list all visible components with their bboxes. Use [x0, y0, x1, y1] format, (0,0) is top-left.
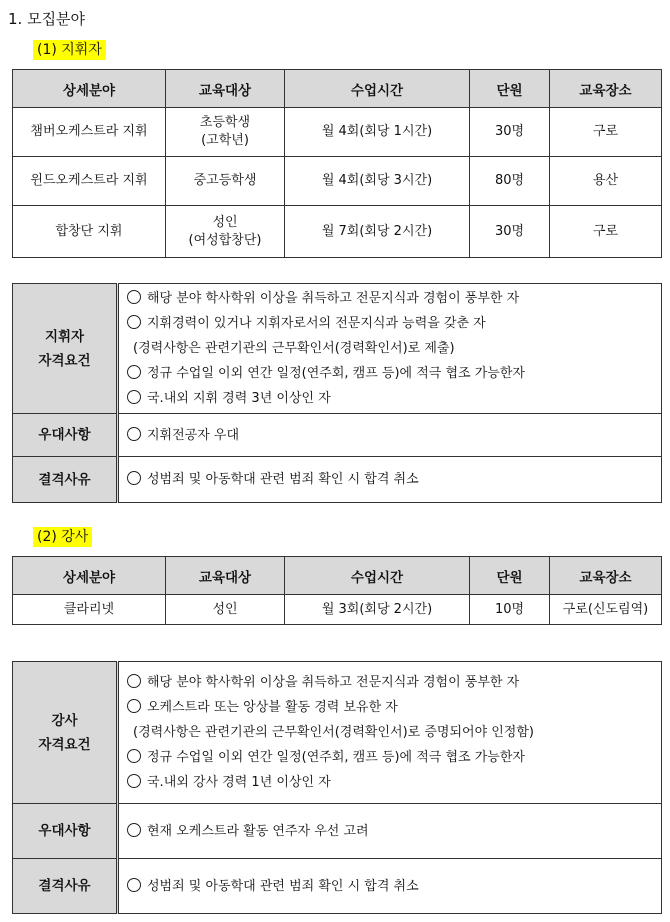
target-line: 초등학생 [199, 115, 251, 130]
column-header: 교육대상 [166, 70, 285, 108]
disqualification-row [13, 457, 662, 503]
circle-bullet-icon [127, 427, 141, 441]
column-header: 단원 [470, 557, 550, 595]
list-item: 지휘전공자 우대 [127, 423, 661, 448]
cell-members: 80명 [470, 157, 550, 206]
circle-bullet-icon [127, 315, 141, 329]
circle-bullet-icon [127, 471, 141, 485]
column-header: 교육장소 [550, 557, 662, 595]
cell-hours: 월 4회(회당 3시간) [285, 157, 470, 206]
conductor-conditions-table [12, 283, 662, 503]
disqualification-content [118, 457, 662, 503]
table-row [13, 157, 662, 206]
table-row [13, 595, 662, 625]
qualification-label: 지휘자 자격요건 [13, 284, 118, 414]
cell-hours: 월 7회(회당 2시간) [285, 206, 470, 258]
circle-bullet-icon [127, 365, 141, 379]
cell-members: 10명 [470, 595, 550, 625]
table-row [13, 206, 662, 258]
disqualification-content [118, 859, 662, 914]
list-item: 현재 오케스트라 활동 연주자 우선 고려 [127, 819, 661, 844]
qualification-row [13, 662, 662, 804]
cell-target: 성인 [166, 595, 285, 625]
cell-field: 챔버오케스트라 지휘 [13, 108, 166, 157]
cell-place: 구로 [550, 108, 662, 157]
cell-target: 중고등학생 [166, 157, 285, 206]
qualification-row [13, 284, 662, 414]
table-row [13, 108, 662, 157]
qualification-content [118, 662, 662, 804]
section-title: 1. 모집분야 [8, 10, 86, 28]
column-header: 교육장소 [550, 70, 662, 108]
circle-bullet-icon [127, 699, 141, 713]
target-line: 성인 [212, 214, 238, 230]
cell-hours: 월 4회(회당 1시간) [285, 108, 470, 157]
list-item-note: (경력사항은 관련기관의 근무확인서(경력확인서)로 제출) [133, 341, 455, 356]
column-header: 교육대상 [166, 557, 285, 595]
preference-row [13, 804, 662, 859]
instructor-schedule-table [12, 556, 662, 625]
disqualification-row [13, 859, 662, 914]
conductor-heading: (1) 지휘자 [33, 40, 106, 60]
preference-content [118, 804, 662, 859]
list-item-note: (경력사항은 관련기관의 근무확인서(경력확인서)로 증명되어야 인정함) [133, 725, 534, 740]
cell-members: 30명 [470, 108, 550, 157]
circle-bullet-icon [127, 823, 141, 837]
circle-bullet-icon [127, 749, 141, 763]
list-item: 정규 수업일 이외 연간 일정(연주회, 캠프 등)에 적극 협조 가능한자 [127, 361, 661, 386]
circle-bullet-icon [127, 774, 141, 788]
qualification-content [118, 284, 662, 414]
cell-target [166, 108, 285, 157]
cell-hours: 월 3회(회당 2시간) [285, 595, 470, 625]
cell-place: 구로(신도림역) [550, 595, 662, 625]
list-item: 정규 수업일 이외 연간 일정(연주회, 캠프 등)에 적극 협조 가능한자 [127, 745, 661, 770]
circle-bullet-icon [127, 674, 141, 688]
list-item: 해당 분야 학사학위 이상을 취득하고 전문지식과 경험이 풍부한 자 [127, 670, 661, 695]
instructor-conditions-table [12, 661, 662, 914]
cell-members: 30명 [470, 206, 550, 258]
cell-place: 구로 [550, 206, 662, 258]
target-line: (여성합창단) [188, 232, 262, 248]
cell-field: 합창단 지휘 [13, 206, 166, 258]
circle-bullet-icon [127, 878, 141, 892]
column-header: 수업시간 [285, 557, 470, 595]
list-item: 오케스트라 또는 앙상블 활동 경력 보유한 자 [127, 695, 661, 720]
preference-label: 우대사항 [13, 804, 118, 859]
preference-row [13, 414, 662, 457]
list-item: 국.내외 지휘 경력 3년 이상인 자 [127, 386, 661, 411]
preference-label: 우대사항 [13, 414, 118, 457]
list-item: 해당 분야 학사학위 이상을 취득하고 전문지식과 경험이 풍부한 자 [127, 286, 661, 311]
cell-target [166, 206, 285, 258]
column-header: 상세분야 [13, 70, 166, 108]
cell-field: 윈드오케스트라 지휘 [13, 157, 166, 206]
disqualification-label: 결격사유 [13, 859, 118, 914]
conductor-schedule-table [12, 69, 662, 258]
list-item: 지휘경력이 있거나 지휘자로서의 전문지식과 능력을 갖춘 자 [127, 311, 661, 336]
list-item: 성범죄 및 아동학대 관련 범죄 확인 시 합격 취소 [127, 467, 661, 492]
circle-bullet-icon [127, 290, 141, 304]
circle-bullet-icon [127, 390, 141, 404]
preference-content [118, 414, 662, 457]
cell-place: 용산 [550, 157, 662, 206]
target-line: (고학년) [201, 133, 249, 148]
instructor-heading: (2) 강사 [33, 527, 92, 547]
cell-field: 클라리넷 [13, 595, 166, 625]
table-header-row [13, 557, 662, 595]
column-header: 상세분야 [13, 557, 166, 595]
list-item: 성범죄 및 아동학대 관련 범죄 확인 시 합격 취소 [127, 874, 661, 899]
list-item: 국.내외 강사 경력 1년 이상인 자 [127, 770, 661, 795]
column-header: 수업시간 [285, 70, 470, 108]
qualification-label: 강사 자격요건 [13, 662, 118, 804]
table-header-row [13, 70, 662, 108]
column-header: 단원 [470, 70, 550, 108]
disqualification-label: 결격사유 [13, 457, 118, 503]
